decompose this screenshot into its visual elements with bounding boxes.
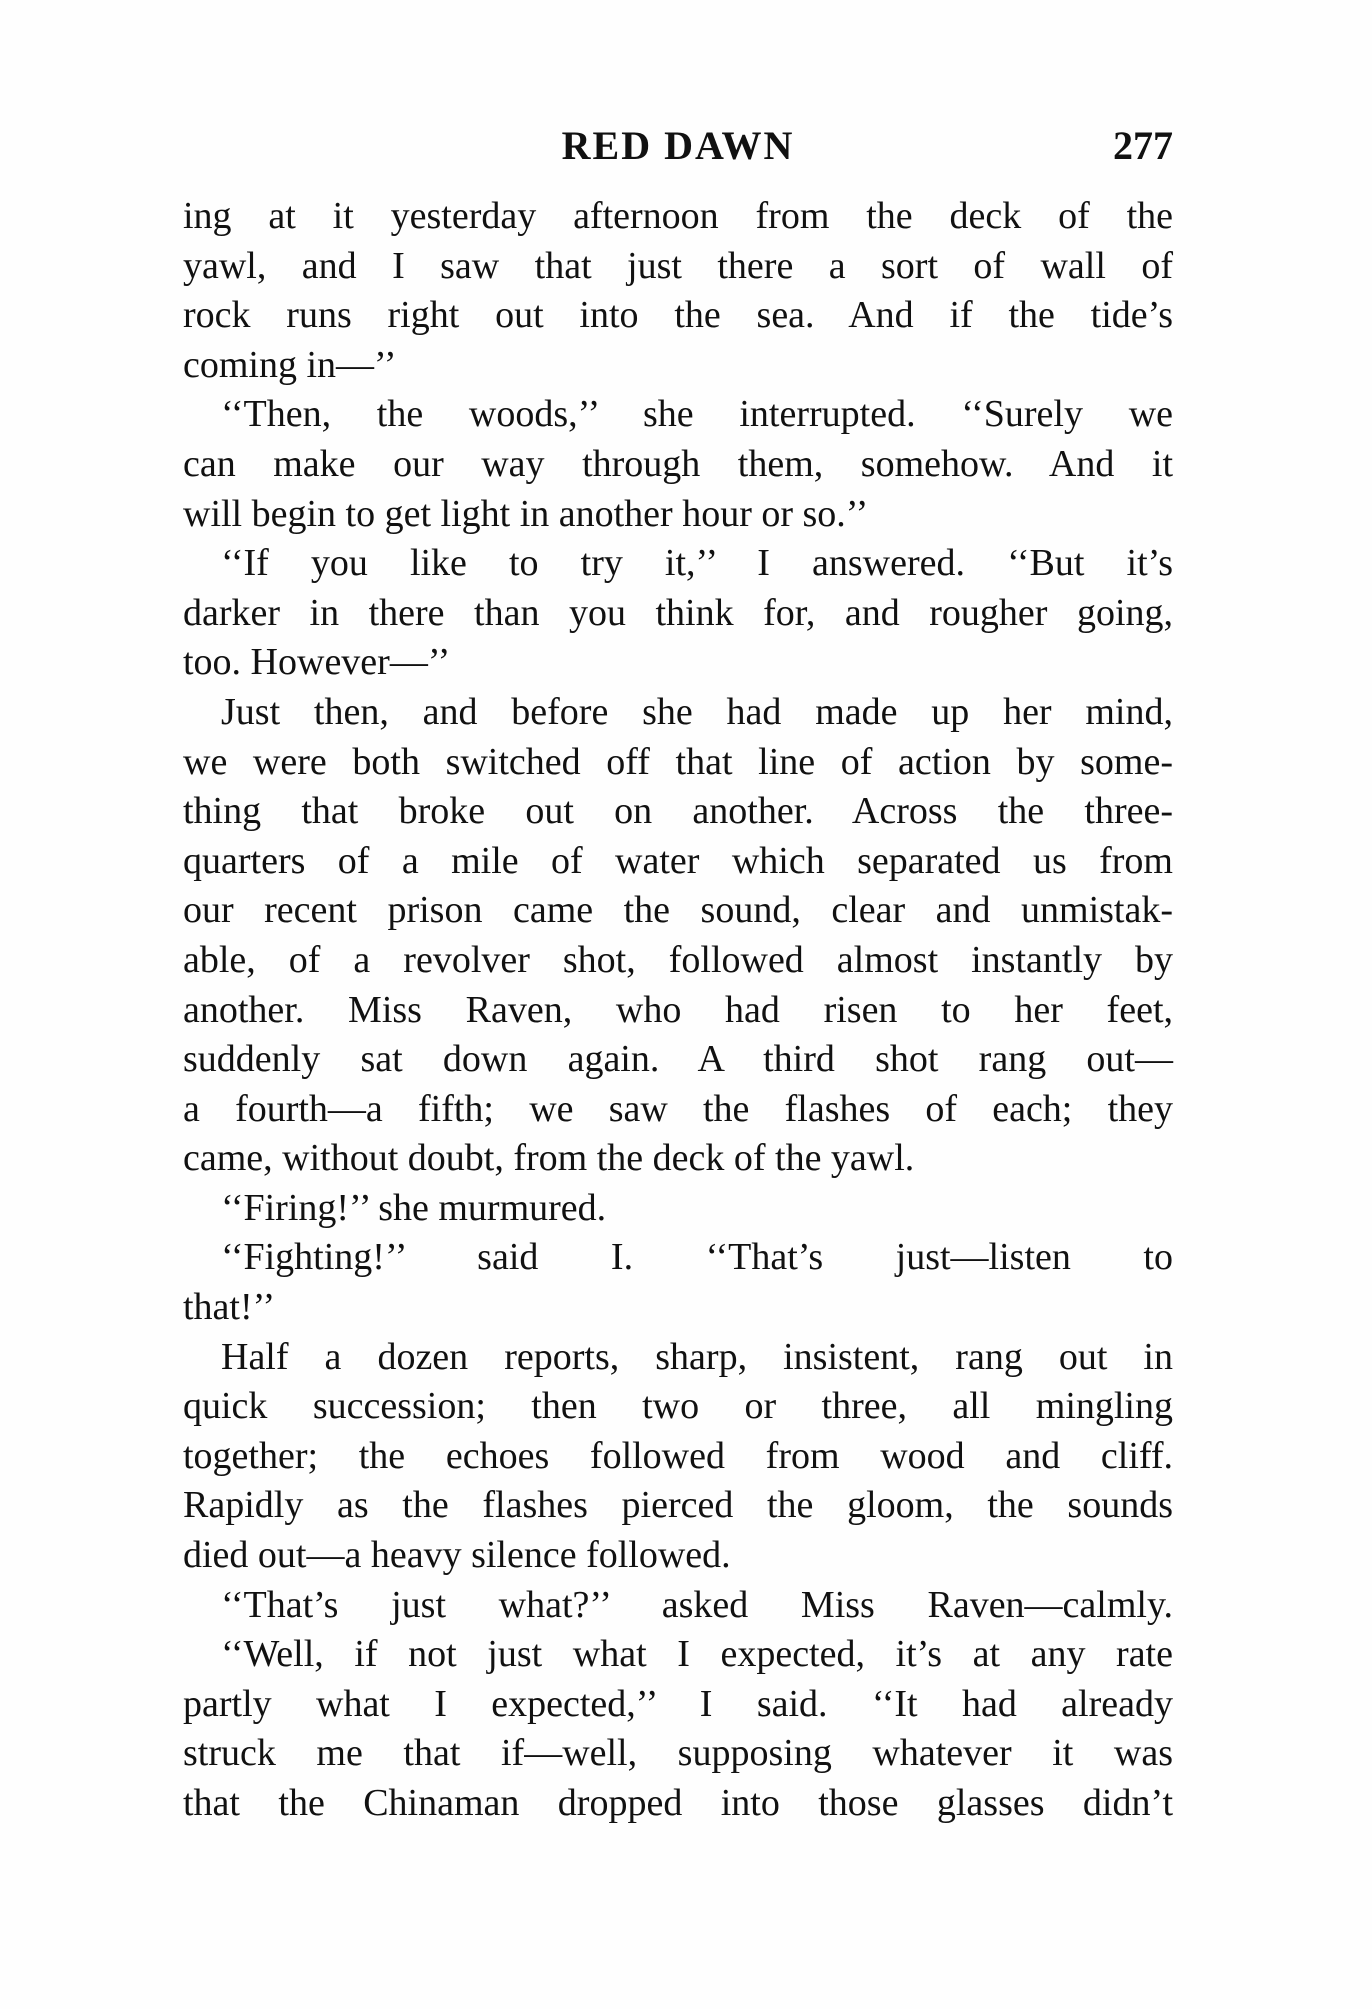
text-line: that!’’ xyxy=(183,1286,276,1329)
running-head xyxy=(183,122,1173,172)
text-line: ing at it yesterday afternoon from the deck of the xyxy=(183,195,1173,237)
text-line: ‘‘Well, if not just what I expected, it’s at any rate xyxy=(221,1633,1173,1676)
text-line: ‘‘If you like to try it,’’ I answered. ‘‘But it’s xyxy=(221,542,1173,585)
text-line: quick succession; then two or three, all mingling xyxy=(183,1385,1173,1428)
text-line: our recent prison came the sound, clear and unmistak- xyxy=(183,889,1173,932)
text-line: ‘‘Fighting!’’ said I. ‘‘That’s just—listen to xyxy=(221,1236,1173,1279)
text-line: Rapidly as the flashes pierced the gloom, the sounds xyxy=(183,1484,1173,1527)
text-line: ‘‘Then, the woods,’’ she interrupted. ‘‘Surely we xyxy=(221,393,1173,436)
text-line: rock runs right out into the sea. And if the tide’s xyxy=(183,294,1173,337)
text-line: Just then, and before she had made up her mind, xyxy=(221,690,1173,733)
text-line: suddenly sat down again. A third shot rang out— xyxy=(183,1038,1173,1081)
text-line: yawl, and I saw that just there a sort of wall of xyxy=(183,244,1173,287)
text-line: thing that broke out on another. Across the three- xyxy=(183,790,1173,833)
text-line: coming in—’’ xyxy=(183,343,397,386)
text-line: died out—a heavy silence followed. xyxy=(183,1534,731,1577)
text-line: darker in there than you think for, and rougher going, xyxy=(183,591,1173,634)
text-line: Half a dozen reports, sharp, insistent, rang out in xyxy=(221,1335,1173,1378)
text-line: ‘‘That’s just what?’’ asked Miss Raven—calmly. xyxy=(221,1583,1173,1626)
running-title: RED DAWN xyxy=(561,123,795,168)
text-line: a fourth—a fifth; we saw the flashes of each; they xyxy=(183,1087,1173,1130)
text-line: that the Chinaman dropped into those glasses didn’t xyxy=(183,1782,1173,1824)
page-number: 277 xyxy=(1113,123,1173,168)
text-line: quarters of a mile of water which separated us from xyxy=(183,839,1173,882)
text-line: ‘‘Firing!’’ she murmured. xyxy=(221,1186,607,1229)
text-line: together; the echoes followed from wood and cliff. xyxy=(183,1434,1173,1477)
text-line: partly what I expected,’’ I said. ‘‘It had already xyxy=(183,1682,1173,1725)
text-line: can make our way through them, somehow. And it xyxy=(183,442,1173,485)
text-line: another. Miss Raven, who had risen to her feet, xyxy=(183,988,1173,1031)
text-line: able, of a revolver shot, followed almost instantly by xyxy=(183,938,1173,981)
text-line: too. However—’’ xyxy=(183,641,451,684)
text-line: will begin to get light in another hour or so.’’ xyxy=(183,492,869,535)
text-line: we were both switched off that line of action by some- xyxy=(183,740,1173,783)
text-line: struck me that if—well, supposing whatever it was xyxy=(183,1732,1173,1775)
text-line: came, without doubt, from the deck of the yawl. xyxy=(183,1137,915,1180)
body-text xyxy=(183,192,1173,1829)
